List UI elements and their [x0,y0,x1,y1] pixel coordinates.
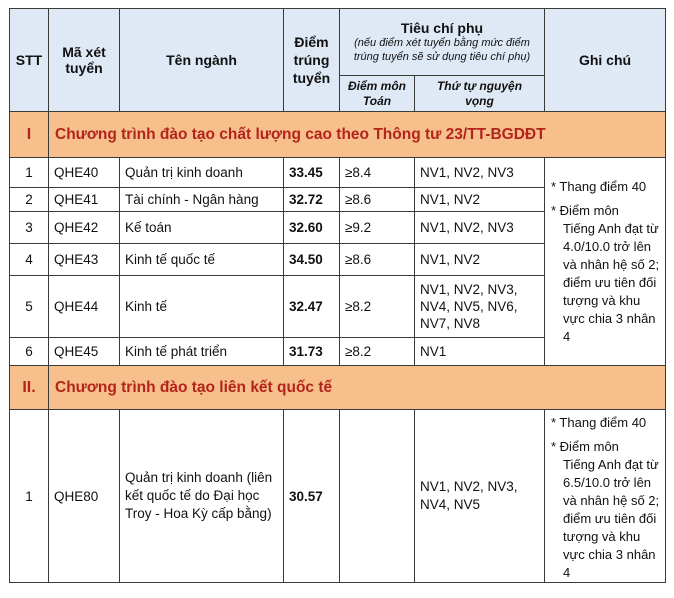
row-math: ≥8.6 [340,188,415,212]
row-code: QHE80 [49,410,120,583]
table-row [10,410,666,583]
header-tieu-chi-phu-title: Tiêu chí phụ [400,20,484,36]
note-cell [545,410,666,583]
row-nv: NV1, NV2 [415,244,545,276]
row-code: QHE43 [49,244,120,276]
note-english-body: Tiếng Anh đạt từ 4.0/10.0 trở lên và nhân hệ số 2; điểm ưu tiên đối tượng và khu vực chia 3 nhân 4 [563,220,660,344]
row-stt: 1 [10,410,49,583]
section-number: I [10,112,49,158]
row-stt: 1 [10,158,49,188]
row-stt: 2 [10,188,49,212]
note-scale: * Thang điểm 40 [551,178,647,194]
row-name: Quản trị kinh doanh [120,158,284,188]
row-math: ≥8.2 [340,338,415,366]
row-math: ≥8.4 [340,158,415,188]
row-stt: 3 [10,212,49,244]
row-name: Kinh tế [120,276,284,338]
header-diem-trung-tuyen: Điểm trúng tuyển [284,9,340,112]
row-nv: NV1, NV2, NV3 [415,212,545,244]
row-code: QHE42 [49,212,120,244]
row-nv: NV1, NV2, NV3, NV4, NV5 [415,410,545,583]
table-row [10,158,666,188]
row-stt: 5 [10,276,49,338]
header-thu-tu-nguyen-vong: Thứ tự nguyện vọng [415,76,545,112]
row-code: QHE44 [49,276,120,338]
row-code: QHE40 [49,158,120,188]
section-title: Chương trình đào tạo liên kết quốc tế [49,366,666,410]
section-header [10,112,666,158]
row-name: Quản trị kinh doanh (liên kết quốc tế do Đại học Troy - Hoa Kỳ cấp bằng) [120,410,284,583]
header-ghi-chu: Ghi chú [545,9,666,112]
header-diem-mon-toan: Điểm môn Toán [340,76,415,112]
row-score: 34.50 [284,244,340,276]
row-code: QHE41 [49,188,120,212]
admission-scores-table [9,8,666,583]
row-score: 33.45 [284,158,340,188]
row-stt: 4 [10,244,49,276]
row-stt: 6 [10,338,49,366]
row-nv: NV1, NV2, NV3 [415,158,545,188]
section-header [10,366,666,410]
header-tieu-chi-phu-note: (nếu điểm xét tuyển bằng mức điểm trúng tuyển sẽ sử dụng tiêu chí phụ) [353,37,531,63]
note-scale: * Thang điểm 40 [551,415,647,430]
row-math [340,410,415,583]
row-score: 32.47 [284,276,340,338]
row-code: QHE45 [49,338,120,366]
section-title: Chương trình đào tạo chất lượng cao theo Thông tư 23/TT-BGDĐT [49,112,666,158]
row-name: Kế toán [120,212,284,244]
row-nv: NV1, NV2 [415,188,545,212]
row-math: ≥9.2 [340,212,415,244]
header-tieu-chi-phu [340,9,545,76]
row-name: Tài chính - Ngân hàng [120,188,284,212]
note-english-body: Tiếng Anh đạt từ 6.5/10.0 trở lên và nhân hệ số 2; điểm ưu tiên đối tượng và khu vực chia 3 nhân 4 [563,457,660,580]
note-english-head: * Điểm môn [551,202,619,218]
row-name: Kinh tế quốc tế [120,244,284,276]
header-stt: STT [10,9,49,112]
row-name: Kinh tế phát triển [120,338,284,366]
note-english-head: * Điểm môn [551,439,619,454]
row-math: ≥8.2 [340,276,415,338]
row-score: 32.72 [284,188,340,212]
row-nv: NV1, NV2, NV3, NV4, NV5, NV6, NV7, NV8 [415,276,545,338]
header-ma-xet-tuyen: Mã xét tuyển [49,9,120,112]
header-ten-nganh: Tên ngành [120,9,284,112]
row-nv: NV1 [415,338,545,366]
row-score: 32.60 [284,212,340,244]
section-number: II. [10,366,49,410]
row-math: ≥8.6 [340,244,415,276]
row-score: 30.57 [284,410,340,583]
note-cell [545,158,666,366]
row-score: 31.73 [284,338,340,366]
